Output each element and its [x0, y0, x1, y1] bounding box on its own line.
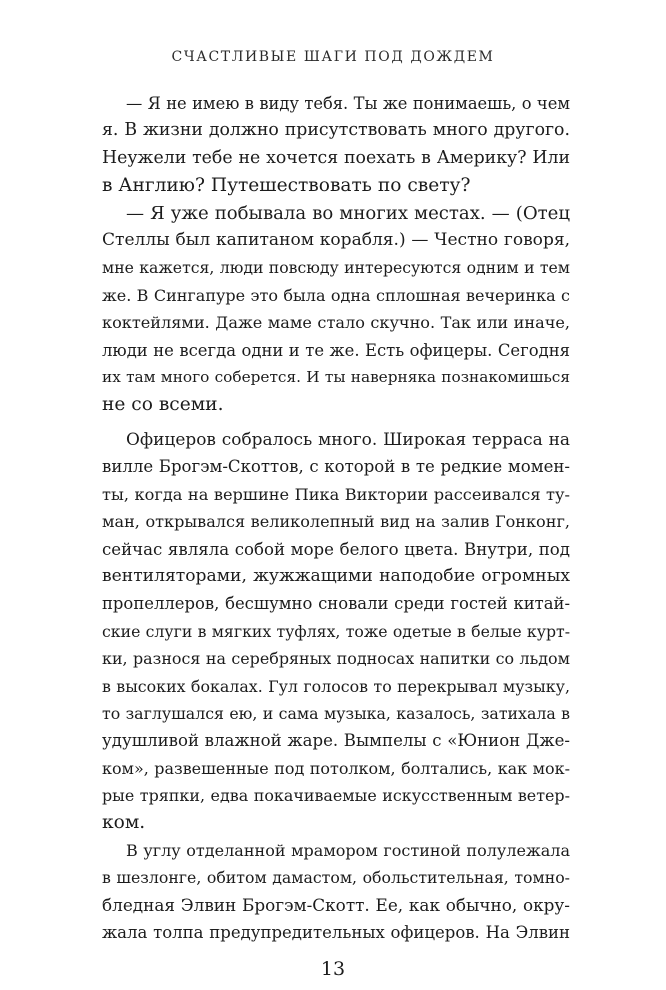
- text-line: жала толпа предупредительных офицеров. На Элвин: [102, 923, 570, 943]
- narrative-block: [102, 426, 570, 946]
- text-line: сейчас являла собой море белого цвета. Внутри, под: [102, 539, 570, 559]
- text-line: пропеллеров, бесшумно сновали среди гостей китай-: [102, 594, 570, 614]
- text-line: в Англию? Путешествовать по свету?: [102, 175, 471, 197]
- text-line: Неужели тебе не хочется поехать в Америку? Или: [102, 147, 570, 168]
- text-line: люди не всегда одни и те же. Есть офицеры. Сегодня: [102, 340, 570, 360]
- text-line: вентиляторами, жужжащими наподобие огромных: [102, 565, 570, 586]
- text-line: мне кажется, люди повсюду интересуются одним и тем: [102, 258, 570, 278]
- text-line: я. В жизни должно присутствовать много другого.: [102, 120, 570, 141]
- text-line: в высоких бокалах. Гул голосов то перекрывал музыку,: [102, 676, 570, 696]
- text-line: ские слуги в мягких туфлях, тоже одетые в белые курт-: [102, 621, 570, 641]
- text-line: В углу отделанной мрамором гостиной полулежала: [126, 840, 570, 860]
- text-line: удушливой влажной жаре. Вымпелы с «Юнион Дже-: [102, 731, 570, 751]
- text-line: Офицеров собралось много. Широкая терраса на: [126, 429, 570, 449]
- text-line: — Я не имею в виду тебя. Ты же понимаешь, о чем: [126, 94, 570, 113]
- text-line: ты, когда на вершине Пика Виктории рассеивался ту-: [102, 484, 570, 504]
- text-line: вилле Брогэм-Скоттов, с которой в те редкие момен-: [102, 457, 570, 477]
- text-line: ком.: [102, 812, 146, 834]
- text-line: в шезлонге, обитом дамастом, обольстительная, томно-: [102, 868, 570, 888]
- text-line: — Я уже побывала во многих местах. — (Отец: [126, 202, 570, 224]
- running-head: СЧАСТЛИВЫЕ ШАГИ ПОД ДОЖДЕМ: [171, 49, 495, 65]
- text-line: коктейлями. Даже маме стало скучно. Так или иначе,: [102, 313, 570, 333]
- text-line: ман, открывался великолепный вид на залив Гонконг,: [102, 512, 570, 532]
- text-line: рые тряпки, едва покачиваемые искусственным ветер-: [102, 786, 570, 806]
- text-line: не со всеми.: [102, 394, 224, 416]
- text-line: то заглушался ею, и сама музыка, казалось, затихала в: [102, 703, 570, 723]
- text-line: ком», развешенные под потолком, болтались, как мок-: [102, 758, 570, 778]
- text-line: бледная Элвин Брогэм-Скотт. Ее, как обычно, окру-: [102, 894, 570, 915]
- page-number: 13: [320, 958, 346, 980]
- dialogue-block: [102, 90, 570, 419]
- text-line: ки, разнося на серебряных подносах напитки со льдом: [102, 649, 570, 669]
- text-line: же. В Сингапуре это была одна сплошная вечеринка с: [102, 285, 570, 305]
- text-line: их там много соберется. И ты наверняка познакомишься: [102, 367, 570, 386]
- text-line: Стеллы был капитаном корабля.) — Честно говоря,: [102, 229, 570, 250]
